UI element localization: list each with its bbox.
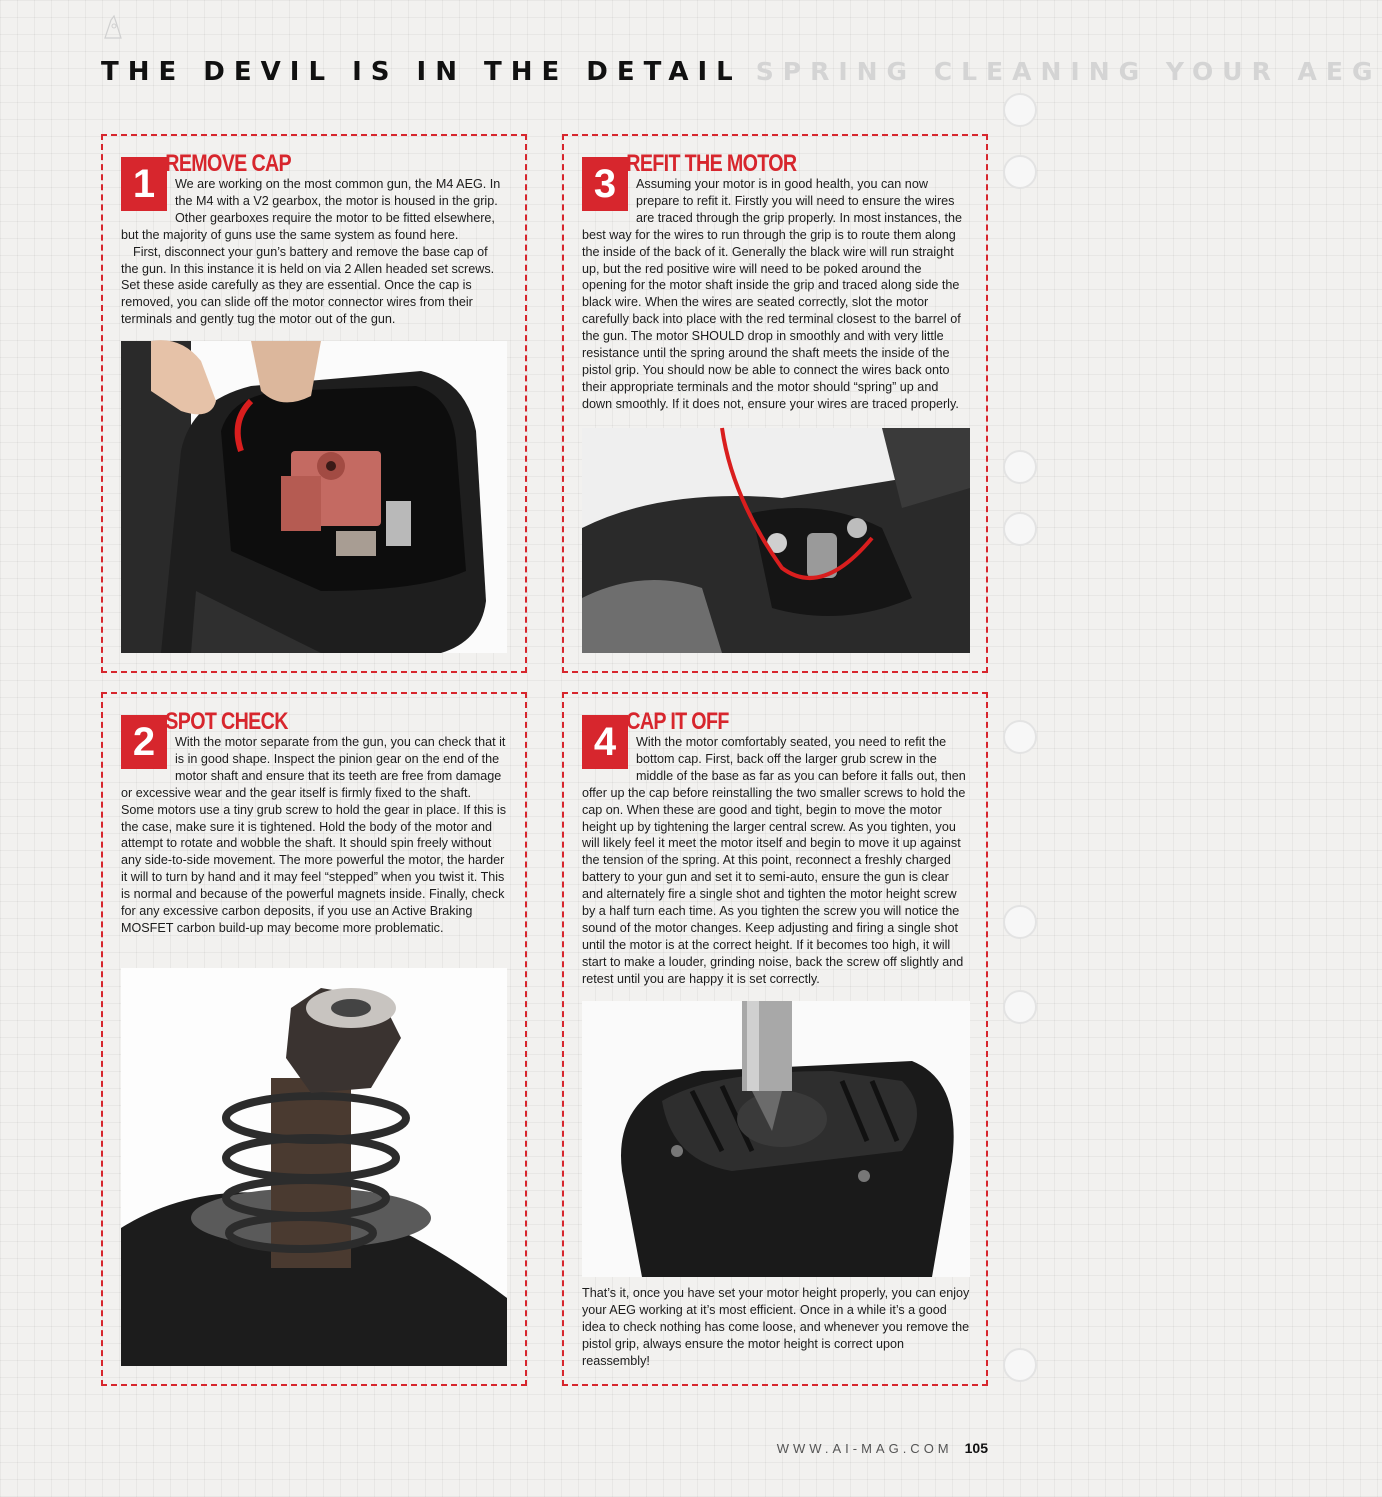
step-number-badge: 2	[121, 715, 167, 769]
step-paragraph: Assuming your motor is in good health, you can now prepare to refit it. Firstly you will need to ensure the wires are traced through the grip properly. In most instances, the best way for the wires to run through the grip is to route them along the inside of the back of it. Generally the black wire will run straight up, but the red positive wire will need to be poked around the opening for the motor shaft inside the grip and traced along side the black wire. When the wires are seated correctly, slot the motor carefully back into place with the red terminal closest to the barrel of the gun. The motor SHOULD drop in smoothly and with very little resistance until the spring around the shaft meets the inside of the pistol grip. You should now be able to connect the wires back onto their appropriate terminals and the motor should “spring” up and down smoothly. If it does not, ensure your wires are traced properly.	[582, 177, 962, 411]
step-number-badge: 1	[121, 157, 167, 211]
cap-refit-photo	[582, 1001, 970, 1277]
step-panel-2	[101, 692, 527, 1386]
binder-ring-decoration	[1003, 450, 1037, 484]
binder-ring-decoration	[1003, 93, 1037, 127]
step-paragraph: With the motor comfortably seated, you need to refit the bottom cap. First, back off the larger grub screw in the middle of the base as far as you can before it falls out, then offer up the cap before reinstalling the two smaller screws to hold the cap on. When these are good and tight, begin to move the motor height up by tightening the larger central screw. As you tighten, you will likely feel it meet the motor itself and begin to move it up against the tension of the spring. At this point, reconnect a freshly charged battery to your gun and set it to semi-auto, ensure the gun is clear and alternately fire a single shot and tighten the motor height screw by a half turn each time. As you tighten the screw you will notice the sound of the motor changes. Keep adjusting and firing a single shot until the motor is at the correct height. If it becomes too high, it will start to make a louder, grinding noise, back the screw off slightly and retest until you are happy it is set correctly.	[582, 735, 966, 986]
binder-ring-decoration	[1003, 905, 1037, 939]
step-body-text	[121, 734, 507, 937]
step-paragraph: First, disconnect your gun’s battery and remove the base cap of the gun. In this instance it is held on via 2 Allen headed set screws. Set these aside carefully as they are essential. Once the cap is removed, you can slide off the motor connector wires from their terminals and gently tug the motor out of the gun.	[121, 244, 495, 327]
step-number-badge: 4	[582, 715, 628, 769]
page-footer	[777, 1438, 988, 1458]
binder-ring-decoration	[1003, 720, 1037, 754]
step-title: REMOVE CAP	[165, 150, 292, 177]
step-body-text	[121, 176, 507, 328]
step-body-text	[582, 734, 968, 988]
magazine-logo-mark	[101, 14, 125, 40]
step-body-text	[582, 176, 968, 413]
step-paragraph: We are working on the most common gun, the M4 AEG. In the M4 with a V2 gearbox, the motor is housed in the grip. Other gearboxes require the motor to be fitted elsewhere, but the majority of guns use the same system as found here.	[121, 177, 501, 242]
footer-url: WWW.AI-MAG.COM	[776, 1441, 953, 1456]
step-panel-1	[101, 134, 527, 673]
step-paragraph: With the motor separate from the gun, you can check that it is in good shape. Inspect the pinion gear on the end of the motor shaft and ensure that its teeth are free from damage or excessive wear and the gear itself is firmly fixed to the shaft. Some motors use a tiny grub screw to hold the gear in place. If this is the case, make sure it is tightened. Hold the body of the motor and attempt to rotate and wobble the shaft. It should spin freely without any side-to-side movement. The more powerful the motor, the harder it will to turn by hand and it may feel “stepped” when you twist it. This is normal and because of the powerful magnets inside. Finally, check for any excessive carbon deposits, if you use an Active Braking MOSFET carbon build-up may become more problematic.	[121, 735, 506, 935]
page-header	[101, 54, 1382, 90]
step-title: SPOT CHECK	[165, 708, 288, 735]
motor-removal-photo	[121, 341, 507, 653]
step-title: REFIT THE MOTOR	[626, 150, 797, 177]
header-title: THE DEVIL IS IN THE DETAIL	[101, 57, 742, 87]
page-number: 105	[964, 1440, 988, 1456]
binder-ring-decoration	[1003, 1348, 1037, 1382]
binder-ring-decoration	[1003, 512, 1037, 546]
header-subtitle: SPRING CLEANING YOUR AEG	[755, 57, 1382, 86]
binder-ring-decoration	[1003, 990, 1037, 1024]
step-panel-4	[562, 692, 988, 1386]
pinion-gear-photo	[121, 968, 507, 1366]
step-number-badge: 3	[582, 157, 628, 211]
closing-text: That’s it, once you have set your motor height properly, you can enjoy your AEG working at it’s most efficient. Once in a while it’s a good idea to check nothing has come loose, and whenever you remove the pistol grip, always ensure the motor height is correct upon reassembly!	[582, 1286, 970, 1368]
step-title: CAP IT OFF	[626, 708, 729, 735]
motor-refit-photo	[582, 428, 970, 653]
binder-ring-decoration	[1003, 155, 1037, 189]
step-panel-3	[562, 134, 988, 673]
